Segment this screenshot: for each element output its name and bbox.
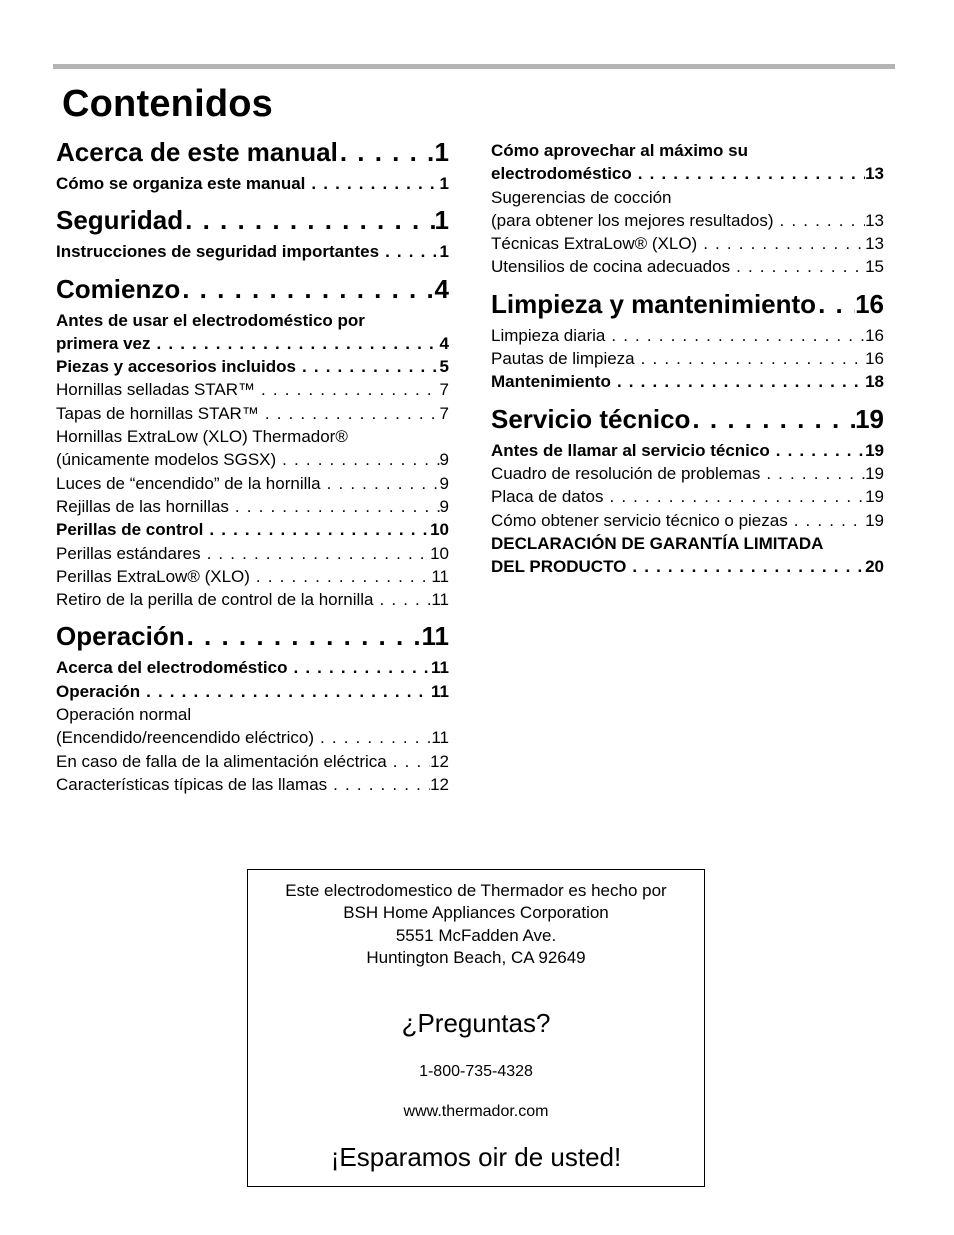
entry-title: Pautas de limpieza	[491, 349, 635, 369]
dot-leader	[338, 136, 435, 168]
entry-page-number: 12	[430, 774, 449, 794]
entry-title: Retiro de la perilla de control de la hornilla	[56, 590, 374, 610]
toc-entry-cuadro-de-resolucion-de-problemas[interactable]	[491, 462, 884, 485]
dot-leader	[770, 439, 865, 462]
entry-title-line: Hornillas ExtraLow (XLO) Thermador®	[56, 427, 348, 447]
entry-page-number: 7	[439, 403, 449, 423]
toc-section-operacion[interactable]	[56, 620, 449, 652]
section-page-number: 1	[434, 205, 449, 236]
dot-leader	[229, 495, 440, 518]
entry-title: Antes de llamar al servicio técnico	[491, 440, 770, 460]
dot-leader	[690, 403, 855, 435]
entry-page-number: 7	[439, 380, 449, 400]
toc-entry-antes-de-llamar-al-servicio-tecnico[interactable]	[491, 439, 884, 462]
toc-entry-operacion[interactable]	[56, 680, 449, 703]
entry-title: Perillas ExtraLow® (XLO)	[56, 566, 250, 586]
section-page-number: 19	[855, 403, 884, 434]
entry-title: Instrucciones de seguridad importantes	[56, 242, 380, 262]
address-line: 5551 McFadden Ave.	[395, 925, 557, 945]
entry-title: Placa de datos	[491, 487, 604, 507]
entry-title-line: Operación normal	[56, 705, 192, 725]
website-link[interactable]: www.thermador.com	[403, 1103, 549, 1120]
dot-leader	[611, 370, 865, 393]
entry-page-number: 18	[865, 372, 884, 392]
entry-title: (únicamente modelos SGSX)	[56, 450, 277, 470]
entry-title: Perillas de control	[56, 520, 204, 540]
dot-leader	[760, 462, 865, 485]
entry-title: Hornillas selladas STAR™	[56, 380, 256, 400]
entry-title-line: Cómo aprovechar al máximo su	[491, 141, 748, 160]
entry-title: Operación	[56, 681, 141, 701]
entry-page-number: 12	[430, 751, 449, 771]
toc-entry-placa-de-datos[interactable]	[491, 485, 884, 508]
address-line: Este electrodomestico de Thermador es hecho por	[285, 881, 667, 900]
section-title: Comienzo	[56, 273, 181, 304]
section-page-number: 4	[434, 273, 449, 304]
entry-page-number: 1	[439, 174, 449, 193]
dot-leader	[605, 324, 865, 347]
entry-page-number: 11	[431, 590, 449, 610]
toc-column-right	[491, 139, 884, 578]
entry-page-number: 19	[865, 487, 884, 507]
toc-entry-perillas-estandares[interactable]	[56, 542, 449, 565]
entry-page-number: 10	[430, 543, 449, 563]
toc-entry-tapas-de-hornillas-star[interactable]	[56, 402, 449, 425]
dot-leader	[327, 773, 430, 796]
dot-leader	[287, 656, 431, 679]
entry-page-number: 5	[439, 357, 449, 377]
phone-number[interactable]: 1-800-735-4328	[419, 1063, 533, 1080]
section-title: Seguridad	[56, 205, 184, 236]
toc-entry-hornillas-extralow-xlo-thermador[interactable]	[56, 425, 449, 472]
entry-title: Acerca del electrodoméstico	[56, 658, 288, 678]
dot-leader	[697, 232, 865, 255]
entry-page-number: 4	[439, 333, 449, 353]
top-divider	[53, 64, 895, 69]
entry-page-number: 13	[865, 164, 884, 184]
toc-entry-perillas-de-control[interactable]	[56, 518, 449, 541]
dot-leader	[603, 485, 865, 508]
entry-title: Limpieza diaria	[491, 325, 606, 345]
dot-leader	[730, 255, 865, 278]
toc-entry-como-obtener-servicio-tecnico-o-piezas[interactable]	[491, 509, 884, 532]
entry-title-line: DECLARACIÓN DE GARANTÍA LIMITADA	[491, 533, 824, 553]
toc-entry-tecnicas-extralow-xlo[interactable]	[491, 232, 884, 255]
dot-leader	[632, 162, 865, 185]
entry-title: Utensilios de cocina adecuados	[491, 257, 731, 277]
contact-box	[247, 869, 705, 1187]
dot-leader	[387, 750, 430, 773]
dot-leader	[151, 332, 440, 355]
section-title: Operación	[56, 621, 185, 652]
dot-leader	[180, 273, 434, 305]
entry-title: (para obtener los mejores resultados)	[491, 210, 774, 230]
entry-page-number: 19	[865, 463, 884, 483]
toc-entry-luces-de-encendido-de-la-hornilla[interactable]	[56, 472, 449, 495]
entry-page-number: 9	[439, 473, 449, 493]
toc-entry-retiro-de-la-perilla-de-control-de-la-ho[interactable]	[56, 588, 449, 611]
dot-leader	[250, 565, 431, 588]
toc-entry-instrucciones-de-seguridad-importantes[interactable]	[56, 240, 449, 263]
entry-title: Cómo se organiza este manual	[56, 174, 306, 193]
dot-leader	[255, 378, 440, 401]
dot-leader	[816, 288, 855, 320]
toc-entry-en-caso-de-falla-de-la-alimentacion-elec[interactable]	[56, 750, 449, 773]
entry-title: Perillas estándares	[56, 543, 201, 563]
entry-page-number: 15	[865, 257, 884, 277]
dot-leader	[259, 402, 440, 425]
entry-page-number: 9	[439, 450, 449, 470]
entry-title: Cómo obtener servicio técnico o piezas	[491, 510, 788, 530]
dot-leader	[296, 355, 440, 378]
dot-leader	[140, 680, 431, 703]
dot-leader	[183, 204, 434, 236]
toc-section-seguridad[interactable]	[56, 204, 449, 236]
dot-leader	[276, 448, 439, 471]
dot-leader	[374, 588, 432, 611]
entry-page-number: 11	[431, 681, 449, 701]
entry-page-number: 1	[439, 242, 449, 262]
toc-entry-como-aprovechar-al-maximo-su[interactable]	[491, 139, 884, 186]
entry-title: Luces de “encendido” de la hornilla	[56, 473, 321, 493]
dot-leader	[635, 347, 865, 370]
section-page-number: 1	[434, 137, 449, 167]
section-page-number: 16	[855, 288, 884, 319]
dot-leader	[203, 518, 430, 541]
entry-title: En caso de falla de la alimentación eléctrica	[56, 751, 387, 771]
section-title: Acerca de este manual	[56, 137, 338, 167]
entry-page-number: 20	[865, 557, 884, 577]
toc-entry-acerca-del-electrodomestico[interactable]	[56, 656, 449, 679]
entry-title: Piezas y accesorios incluidos	[56, 357, 297, 377]
entry-page-number: 11	[431, 658, 449, 678]
address-line: BSH Home Appliances Corporation	[343, 903, 609, 923]
entry-page-number: 13	[865, 234, 884, 254]
manufacturer-address	[248, 880, 704, 969]
entry-page-number: 19	[865, 510, 884, 530]
questions-heading: ¿Preguntas?	[401, 1008, 551, 1038]
toc-section-servicio-tecnico[interactable]	[491, 403, 884, 435]
entry-title: Tapas de hornillas STAR™	[56, 403, 259, 423]
section-page-number: 11	[421, 621, 449, 652]
entry-title-line: Sugerencias de cocción	[491, 187, 672, 207]
toc-entry-rejillas-de-las-hornillas[interactable]	[56, 495, 449, 518]
dot-leader	[201, 542, 431, 565]
entry-title: DEL PRODUCTO	[491, 557, 627, 577]
entry-title: primera vez	[56, 333, 151, 353]
entry-page-number: 16	[865, 325, 884, 345]
entry-title: (Encendido/reencendido eléctrico)	[56, 728, 314, 748]
entry-page-number: 19	[865, 440, 884, 460]
entry-page-number: 16	[865, 349, 884, 369]
entry-title: Técnicas ExtraLow® (XLO)	[491, 234, 698, 254]
dot-leader	[185, 620, 422, 652]
toc-entry-caracteristicas-tipicas-de-las-llamas[interactable]	[56, 773, 449, 796]
toc-entry-pautas-de-limpieza[interactable]	[491, 347, 884, 370]
section-title: Limpieza y mantenimiento	[491, 288, 817, 319]
toc-entry-perillas-extralow-xlo[interactable]	[56, 565, 449, 588]
entry-title-line: Antes de usar el electrodoméstico por	[56, 310, 365, 330]
address-line: Huntington Beach, CA 92649	[366, 947, 586, 967]
dot-leader	[305, 172, 439, 195]
toc-entry-utensilios-de-cocina-adecuados[interactable]	[491, 255, 884, 278]
page-title: Contenidos	[62, 83, 273, 125]
dot-leader	[788, 509, 865, 532]
toc-section-comienzo[interactable]	[56, 273, 449, 305]
dot-leader	[626, 555, 865, 578]
entry-page-number: 11	[431, 728, 449, 748]
dot-leader	[321, 472, 440, 495]
entry-page-number: 13	[865, 210, 884, 230]
dot-leader	[379, 240, 439, 263]
toc-entry-como-se-organiza-este-manual[interactable]	[56, 172, 449, 195]
toc-entry-limpieza-diaria[interactable]	[491, 324, 884, 347]
entry-title: electrodoméstico	[491, 164, 632, 184]
toc-entry-antes-de-usar-el-electrodomestico-por[interactable]	[56, 309, 449, 356]
toc-entry-hornillas-selladas-star[interactable]	[56, 378, 449, 401]
toc-section-acerca-de-este-manual[interactable]	[56, 136, 449, 168]
toc-column-left	[56, 136, 449, 796]
toc-entry-sugerencias-de-coccion[interactable]	[491, 186, 884, 233]
toc-entry-piezas-y-accesorios-incluidos[interactable]	[56, 355, 449, 378]
section-title: Servicio técnico	[491, 403, 691, 434]
toc-entry-declaracion-de-garantia-limitada[interactable]	[491, 532, 884, 579]
toc-entry-mantenimiento[interactable]	[491, 370, 884, 393]
closing-tagline: ¡Esparamos oir de usted!	[330, 1142, 622, 1172]
entry-page-number: 9	[439, 496, 449, 516]
entry-title: Cuadro de resolución de problemas	[491, 463, 761, 483]
entry-title: Rejillas de las hornillas	[56, 496, 229, 516]
dot-leader	[774, 209, 866, 232]
entry-page-number: 11	[431, 566, 449, 586]
entry-title: Mantenimiento	[491, 372, 611, 392]
entry-page-number: 10	[430, 520, 449, 540]
dot-leader	[314, 726, 431, 749]
entry-title: Características típicas de las llamas	[56, 774, 328, 794]
toc-entry-operacion-normal[interactable]	[56, 703, 449, 750]
toc-section-limpieza-y-mantenimiento[interactable]	[491, 288, 884, 320]
